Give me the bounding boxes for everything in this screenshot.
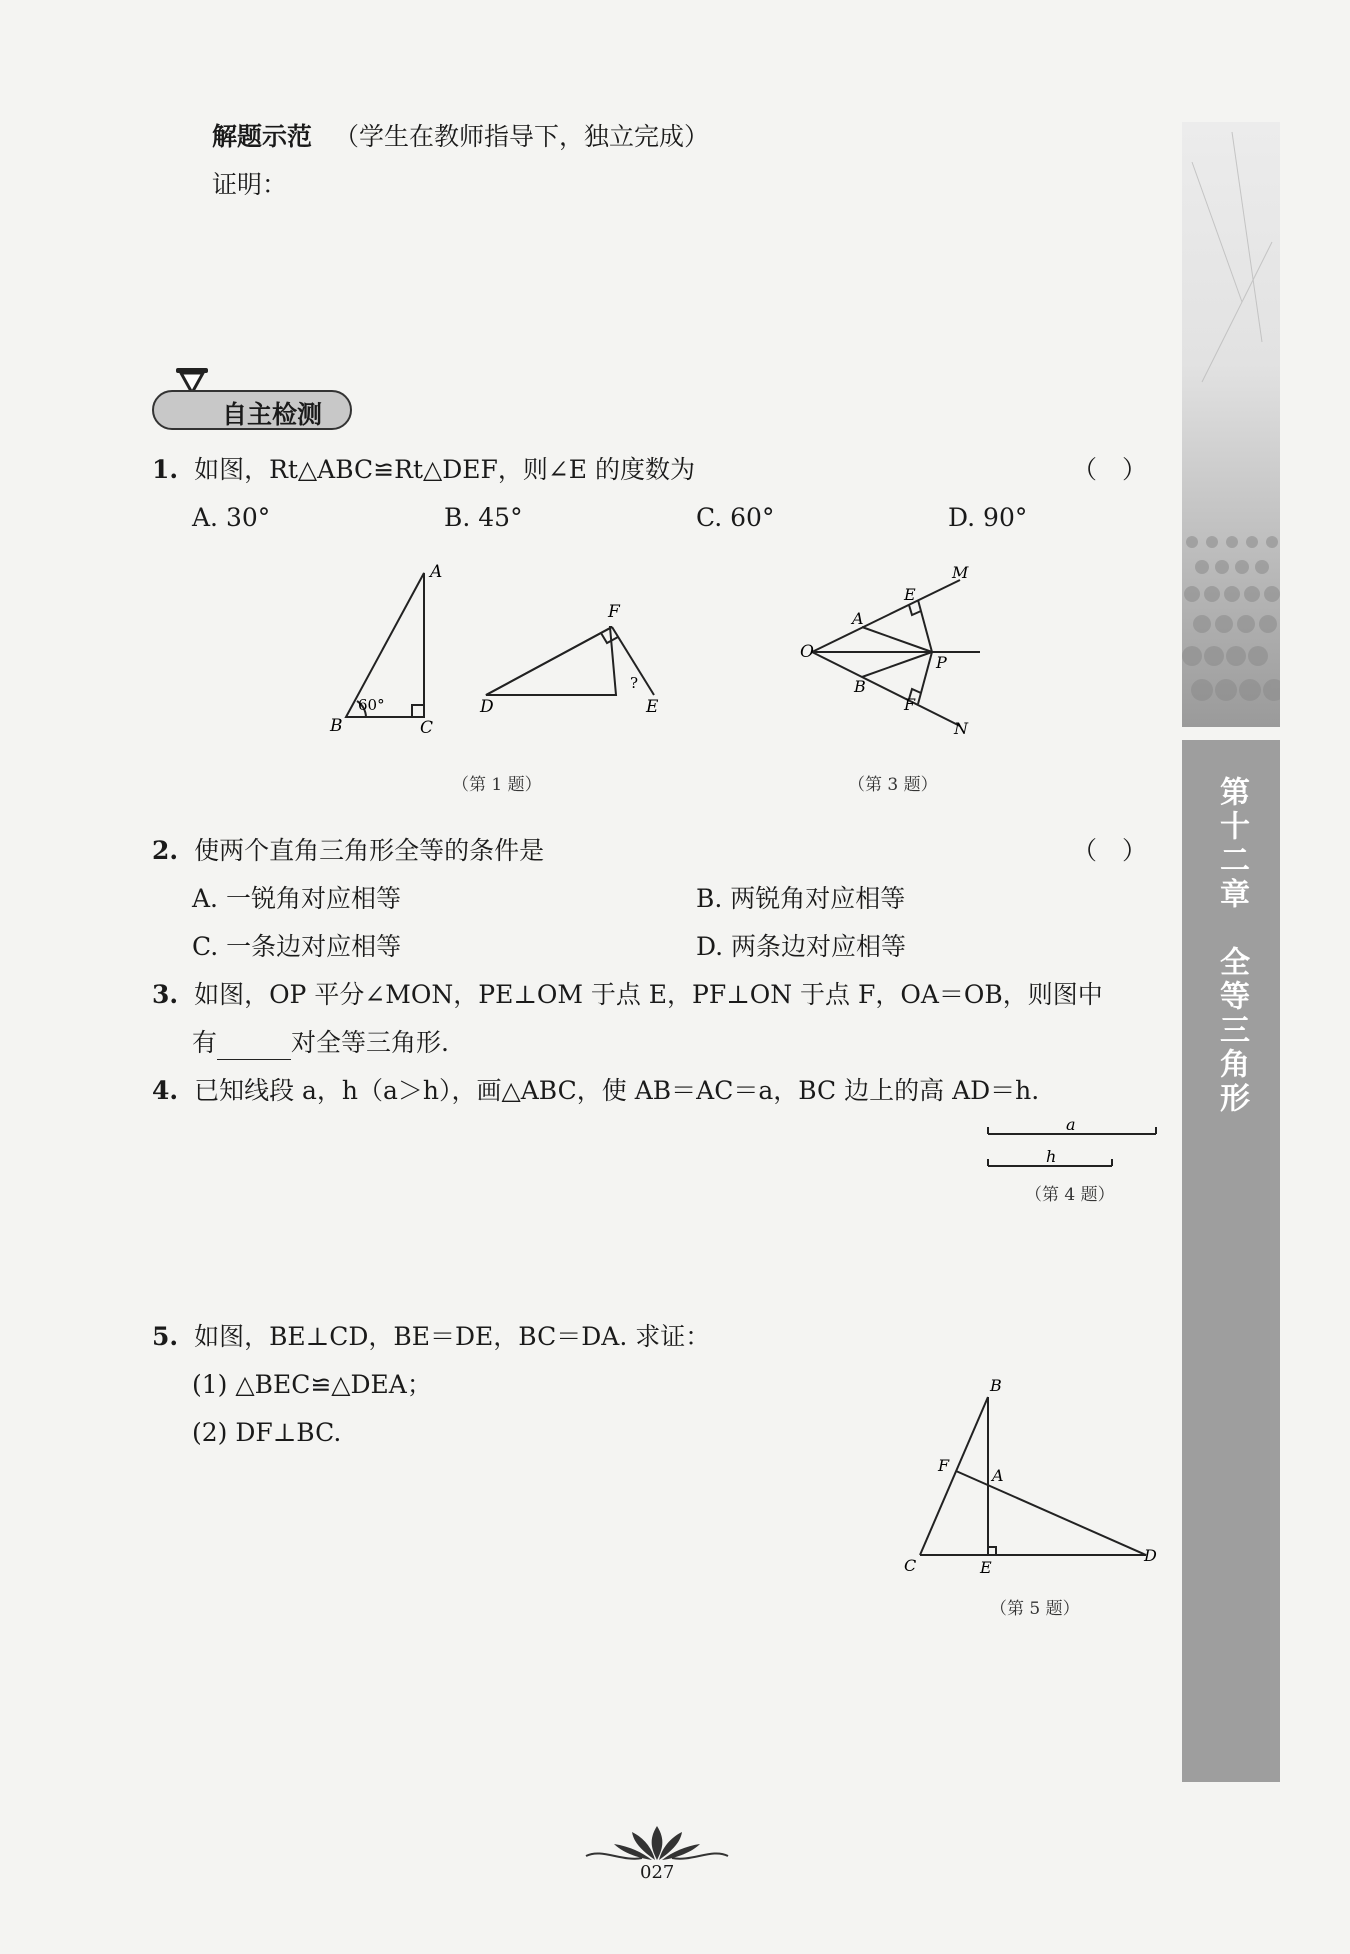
demo-header <box>212 120 709 154</box>
question-text: 如图，OP 平分∠MON，PE⊥OM 于点 E，PF⊥ON 于点 F，OA＝OB，则图中 <box>194 980 1103 1009</box>
section-badge <box>152 390 352 430</box>
option-b: B. 两锐角对应相等 <box>696 884 906 913</box>
label-e: E <box>980 1558 992 1577</box>
question-4 <box>152 1074 1039 1108</box>
section-label: 自主检测 <box>222 400 323 429</box>
label-a: A <box>852 609 864 628</box>
chapter-title: 第十二章 全等三角形 <box>1214 776 1249 1116</box>
unknown-angle-label: ? <box>630 674 639 692</box>
question-5 <box>152 1320 710 1354</box>
option-a: A. 一锐角对应相等 <box>192 884 401 913</box>
label-p: P <box>936 653 947 672</box>
segment-h-label: h <box>1046 1147 1057 1166</box>
question-1 <box>152 453 695 487</box>
triangle-def <box>486 627 654 695</box>
option-b: B. 45° <box>444 503 523 532</box>
answer-blank[interactable] <box>217 1035 291 1060</box>
proof-label: 证明： <box>212 170 288 199</box>
figure-1-caption: （第 1 题） <box>452 775 542 795</box>
label-e: E <box>646 697 659 717</box>
question-5-part-1: (1) △BEC≌△DEA； <box>192 1370 432 1399</box>
label-d: D <box>480 697 494 717</box>
chapter-tab <box>1182 740 1280 1782</box>
question-number: 2. <box>152 836 179 865</box>
figure-5 <box>900 1375 1170 1590</box>
label-c: C <box>904 1556 917 1575</box>
label-m: M <box>952 563 969 582</box>
label-b: B <box>330 716 343 736</box>
question-number: 4. <box>152 1076 179 1105</box>
angle-label: 60° <box>358 696 385 714</box>
label-f: F <box>938 1456 950 1475</box>
label-f: F <box>608 602 620 622</box>
figure-1 <box>320 555 690 755</box>
question-text: 如图，Rt△ABC≌Rt△DEF，则∠E 的度数为 <box>194 455 696 484</box>
label-n: N <box>954 719 968 738</box>
line2-suffix: 对全等三角形. <box>291 1028 449 1057</box>
question-3 <box>152 978 1103 1012</box>
label-b: B <box>990 1376 1002 1395</box>
segments-figure <box>984 1114 1160 1176</box>
sidebar-decoration <box>1182 122 1280 727</box>
figure-5-caption: （第 5 题） <box>990 1599 1080 1619</box>
label-b: B <box>854 677 866 696</box>
label-a: A <box>430 562 443 582</box>
option-c: C. 一条边对应相等 <box>192 932 402 961</box>
demo-note: （学生在教师指导下，独立完成） <box>333 122 709 151</box>
label-e: E <box>904 585 916 604</box>
label-a: A <box>992 1466 1004 1485</box>
question-number: 1. <box>152 455 179 484</box>
figure-4-caption: （第 4 题） <box>1025 1185 1115 1205</box>
label-d: D <box>1144 1546 1157 1565</box>
question-text: 使两个直角三角形全等的条件是 <box>194 836 545 865</box>
label-c: C <box>420 718 434 738</box>
answer-paren: （ ） <box>1072 455 1148 484</box>
question-2 <box>152 834 544 868</box>
answer-paren: （ ） <box>1072 836 1148 865</box>
question-3-line2 <box>192 1026 449 1060</box>
option-c: C. 60° <box>696 503 775 532</box>
demo-title: 解题示范 <box>212 122 313 151</box>
segment-a-label: a <box>1066 1115 1076 1134</box>
question-text: 已知线段 a，h（a＞h），画△ABC，使 AB＝AC＝a，BC 边上的高 AD＝h. <box>194 1076 1040 1105</box>
question-number: 3. <box>152 980 179 1009</box>
label-f: F <box>904 695 916 714</box>
flourish-ornament-icon <box>582 1822 732 1864</box>
label-o: O <box>800 642 814 662</box>
page-number: 027 <box>640 1862 675 1883</box>
figure-3-caption: （第 3 题） <box>848 775 938 795</box>
line2-prefix: 有 <box>192 1028 218 1057</box>
question-5-part-2: (2) DF⊥BC. <box>192 1418 342 1447</box>
figure-3 <box>790 560 990 740</box>
option-d: D. 两条边对应相等 <box>696 932 907 961</box>
question-number: 5. <box>152 1322 179 1351</box>
option-a: A. 30° <box>192 503 271 532</box>
option-d: D. 90° <box>948 503 1028 532</box>
question-text: 如图，BE⊥CD，BE＝DE，BC＝DA. 求证： <box>194 1322 711 1351</box>
